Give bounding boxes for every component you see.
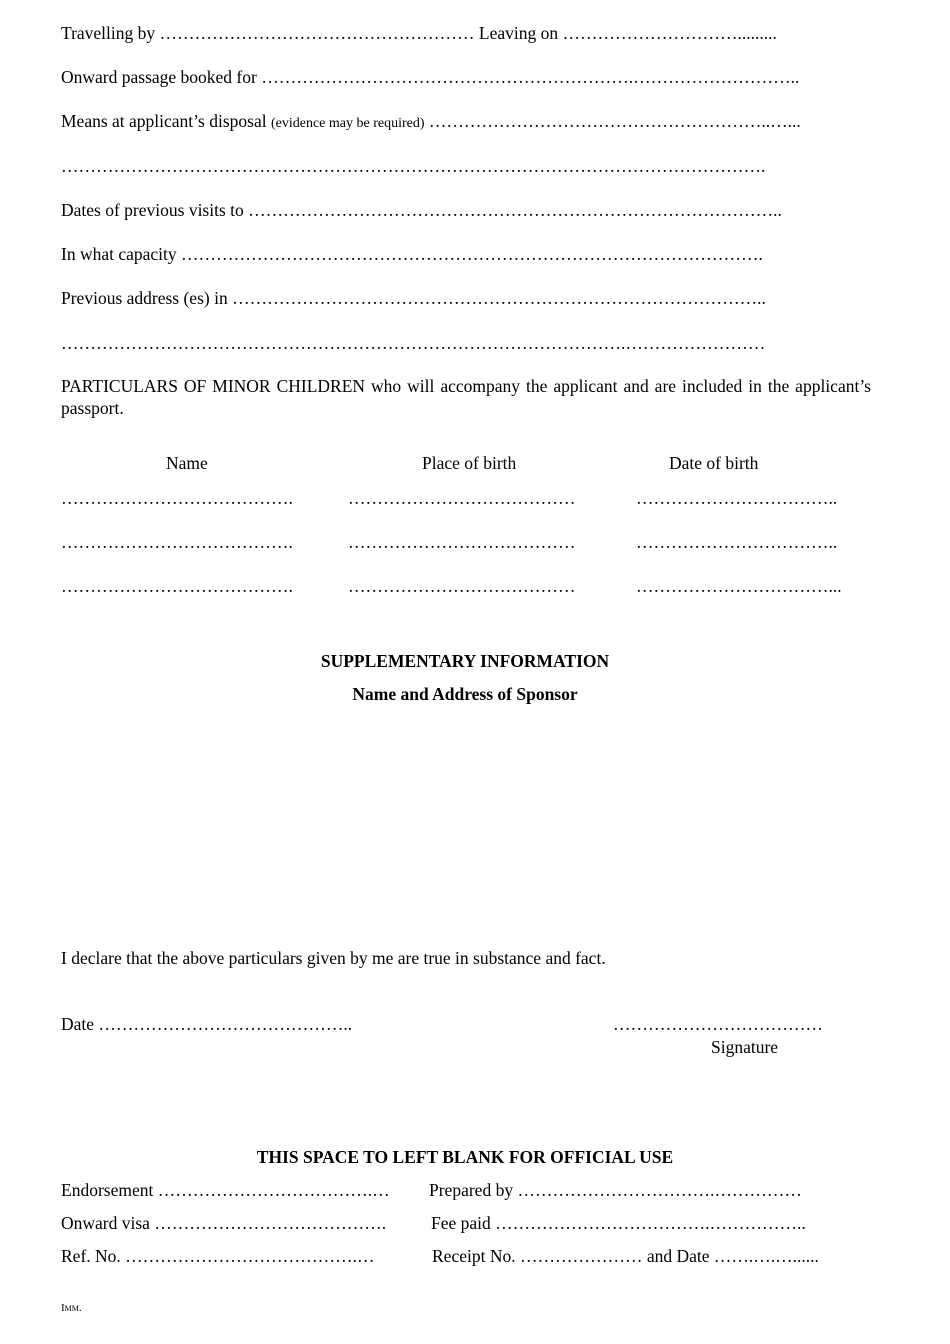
child-1-date: ……………………………..	[636, 488, 838, 508]
sponsor-subtitle: Name and Address of Sponsor	[352, 684, 578, 704]
endorsement-line: Endorsement ……………………………….…	[61, 1180, 390, 1200]
child-3-name: ………………………………….	[61, 576, 293, 596]
header-place-of-birth: Place of birth	[422, 453, 517, 473]
means-continuation-line: ………………………………………………………………………………………………………….	[61, 156, 766, 176]
children-intro: PARTICULARS OF MINOR CHILDREN who will accompany the applicant and are included in the applicant’s passport.	[61, 376, 871, 418]
means-label: Means at applicant’s disposal	[61, 111, 267, 131]
child-1-place: …………………………………	[348, 488, 576, 508]
capacity-line: In what capacity ……………………………………………………………………………………….	[61, 244, 763, 264]
footer-code: Imm.	[61, 1302, 82, 1314]
receipt-no-line: Receipt No. ………………… and Date …….….…......	[432, 1246, 819, 1266]
child-2-place: …………………………………	[348, 532, 576, 552]
child-1-name: ………………………………….	[61, 488, 293, 508]
means-note: (evidence may be required)	[270, 116, 425, 131]
date-line: Date ……………………………………..	[61, 1014, 353, 1034]
ref-no-line: Ref. No. ………………………………….…	[61, 1246, 375, 1266]
header-name: Name	[166, 453, 208, 473]
onward-visa-line: Onward visa ………………………………….	[61, 1213, 387, 1233]
child-3-date: ……………………………...	[636, 576, 842, 596]
child-2-date: ……………………………..	[636, 532, 838, 552]
address-continuation-line: …………………………………………………………………………………….……………………	[61, 333, 766, 353]
child-2-name: ………………………………….	[61, 532, 293, 552]
prepared-by-line: Prepared by …………………………….……………	[429, 1180, 802, 1200]
declaration-text: I declare that the above particulars given by me are true in substance and fact.	[61, 948, 606, 968]
means-line	[61, 110, 871, 135]
header-date-of-birth: Date of birth	[669, 453, 759, 473]
supplementary-title: SUPPLEMENTARY INFORMATION	[320, 651, 610, 671]
travelling-by-line: Travelling by ……………………………………………… Leaving on ………………………….........	[61, 23, 777, 43]
onward-passage-line: Onward passage booked for ……………………………………………………….………………………..	[61, 67, 800, 87]
previous-address-line: Previous address (es) in ………………………………………………………………………………..	[61, 288, 766, 308]
child-3-place: …………………………………	[348, 576, 576, 596]
signature-dots: ………………………………	[613, 1014, 823, 1034]
official-title: THIS SPACE TO LEFT BLANK FOR OFFICIAL USE	[256, 1147, 674, 1167]
previous-visits-line: Dates of previous visits to ………………………………………………………………………………..	[61, 200, 782, 220]
fee-paid-line: Fee paid ……………………………….……………..	[431, 1213, 806, 1233]
means-dots: …………………………………………………..…...	[428, 111, 801, 131]
signature-label: Signature	[711, 1037, 779, 1057]
